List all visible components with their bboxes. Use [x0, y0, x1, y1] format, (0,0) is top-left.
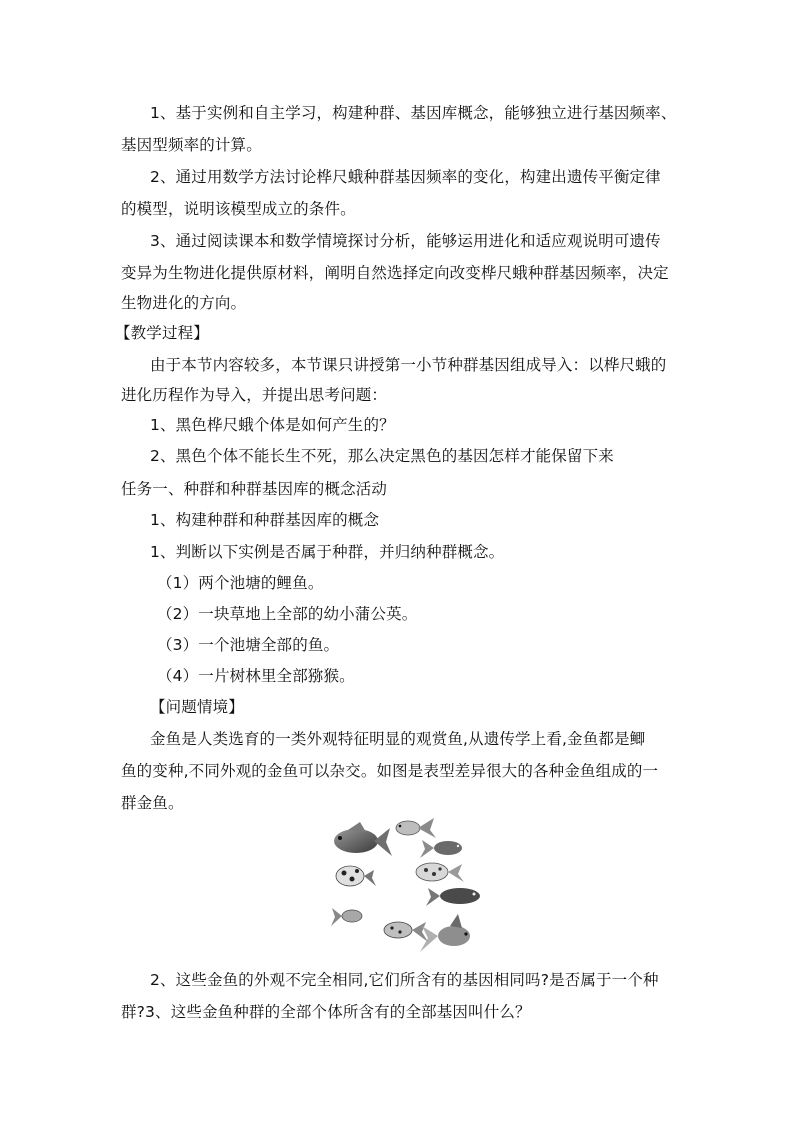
objective-1-line-1: 1、基于实例和自主学习，构建种群、基因库概念，能够独立进行基因频率、 [150, 104, 677, 122]
question-1: 1、黑色桦尺蛾个体是如何产生的？ [150, 416, 395, 434]
task-1-subtitle-1: 1、构建种群和种群基因库的概念 [150, 511, 380, 529]
objective-3-line-3: 生物进化的方向。 [121, 294, 247, 312]
question-line-1: 2、这些金鱼的外观不完全相同,它们所含有的基因相同吗?是否属于一个种 [150, 971, 659, 989]
problem-situation-heading: 【问题情境】 [150, 698, 244, 716]
objective-2-line-1: 2、通过用数学方法讨论桦尺蛾种群基因频率的变化，构建出遗传平衡定律 [150, 168, 661, 186]
list-item: （2）一块草地上全部的幼小蒲公英。 [157, 605, 418, 623]
goldfish-icon [331, 908, 362, 926]
list-item: （3）一个池塘全部的鱼。 [157, 636, 340, 654]
question-2: 2、黑色个体不能长生不死，那么决定黑色的基因怎样才能保留下来 [150, 447, 614, 465]
goldfish-group-image [330, 818, 490, 958]
situation-paragraph-line-3: 群金鱼。 [121, 794, 184, 812]
objective-3-line-1: 3、通过阅读课本和数学情境探讨分析，能够运用进化和适应观说明可遗传 [150, 232, 661, 250]
list-item: （1）两个池塘的鲤鱼。 [157, 574, 324, 592]
goldfish-icon [336, 866, 376, 886]
task-1-title: 任务一、种群和种群基因库的概念活动 [121, 480, 388, 498]
objective-3-line-2: 变异为生物进化提供原材料，阐明自然选择定向改变桦尺蛾种群基因频率，决定 [121, 264, 669, 282]
question-line-2: 群?3、这些金鱼种群的全部个体所含有的全部基因叫什么？ [121, 1003, 531, 1021]
goldfish-icon [420, 914, 470, 952]
situation-paragraph-line-2: 鱼的变种,不同外观的金鱼可以杂交。如图是表型差异很大的各种金鱼组成的一 [121, 762, 659, 780]
goldfish-icon [384, 922, 428, 942]
intro-line-2: 进化历程作为导入，并提出思考问题： [121, 386, 388, 404]
goldfish-icon [416, 863, 464, 882]
teaching-process-heading: 【教学过程】 [115, 324, 209, 342]
goldfish-icon [420, 840, 462, 858]
goldfish-illustration [330, 818, 490, 958]
situation-paragraph-line-1: 金鱼是人类选育的一类外观特征明显的观赏鱼,从遗传学上看,金鱼都是鲫 [150, 730, 646, 748]
goldfish-icon [396, 818, 436, 838]
objective-1-line-2: 基因型频率的计算。 [121, 136, 262, 154]
task-1-subtitle-2: 1、判断以下实例是否属于种群，并归纳种群概念。 [150, 543, 505, 561]
list-item: （4）一片树林里全部猕猴。 [157, 667, 355, 685]
goldfish-icon [426, 888, 480, 906]
objective-2-line-2: 的模型，说明该模型成立的条件。 [121, 200, 356, 218]
goldfish-icon [334, 822, 392, 856]
intro-line-1: 由于本节内容较多，本节课只讲授第一小节种群基因组成导入：以桦尺蛾的 [150, 356, 667, 374]
